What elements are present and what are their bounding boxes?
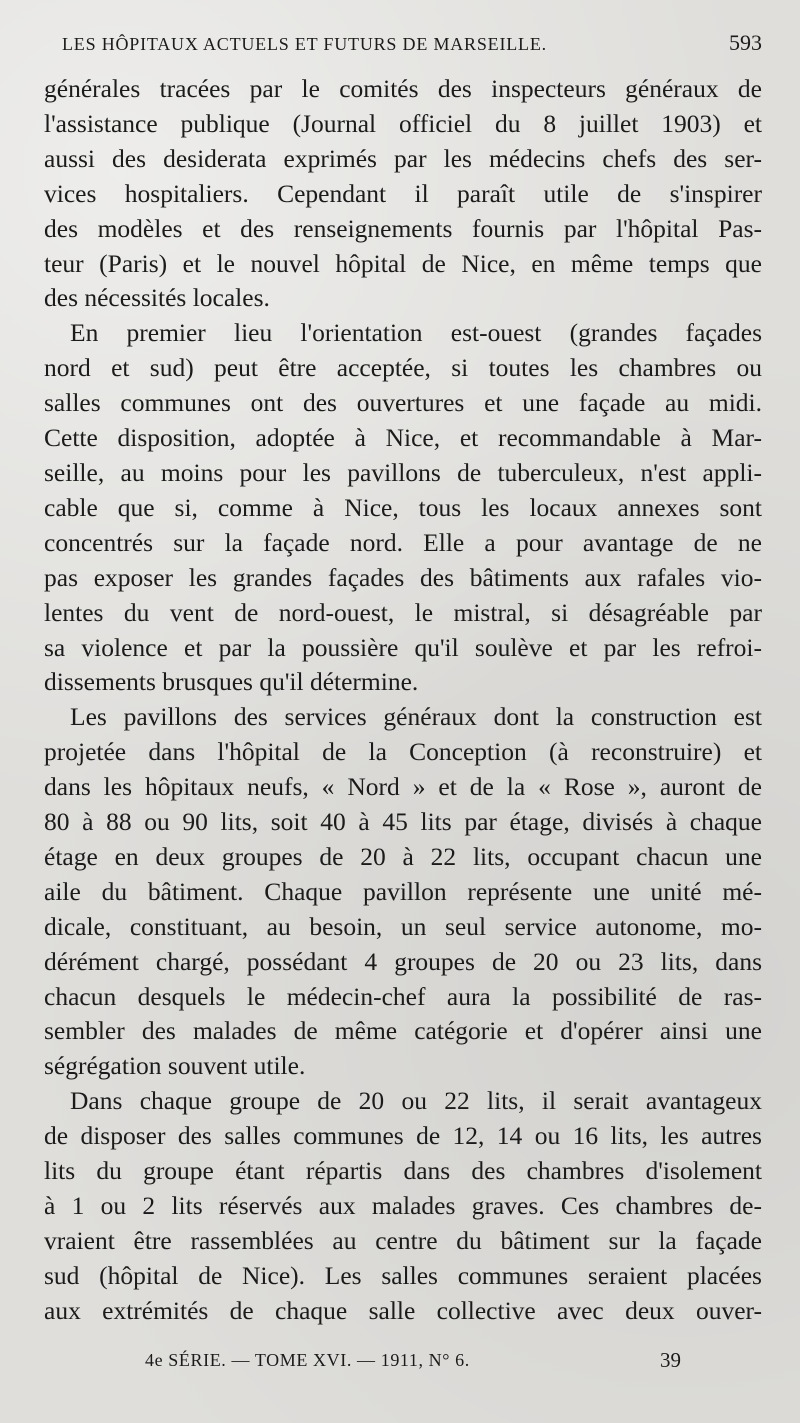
running-head: LES HÔPITAUX ACTUELS ET FUTURS DE MARSEILLE. xyxy=(62,34,547,54)
series-line: 4e SÉRIE. — TOME XVI. — 1911, N° 6. xyxy=(145,1350,470,1370)
page-footer xyxy=(0,1346,800,1376)
text-line: pas exposer les grandes façades des bâtiments aux rafales vio- xyxy=(44,562,762,592)
text-line: salles communes ont des ouvertures et une façade au midi. xyxy=(44,388,762,418)
text-line: aile du bâtiment. Chaque pavillon représente une unité mé- xyxy=(44,876,762,906)
text-line: étage en deux groupes de 20 à 22 lits, occupant chacun une xyxy=(44,841,762,871)
paragraph-first-line: En premier lieu l'orientation est-ouest (grandes façades xyxy=(70,318,762,348)
text-line: teur (Paris) et le nouvel hôpital de Nice, en même temps que xyxy=(44,248,762,278)
text-line: 80 à 88 ou 90 lits, soit 40 à 45 lits par étage, divisés à chaque xyxy=(44,807,762,837)
text-line: lits du groupe étant répartis dans des chambres d'isolement xyxy=(44,1156,762,1186)
text-line: lentes du vent de nord-ouest, le mistral, si désagréable par xyxy=(44,597,762,627)
text-line: des modèles et des renseignements fournis par l'hôpital Pas- xyxy=(44,213,762,243)
text-line: sud (hôpital de Nice). Les salles communes seraient placées xyxy=(44,1260,762,1290)
text-line: concentrés sur la façade nord. Elle a pour avantage de ne xyxy=(44,527,762,557)
text-line: aussi des desiderata exprimés par les médecins chefs des ser- xyxy=(44,143,762,173)
text-line: de disposer des salles communes de 12, 14 ou 16 lits, les autres xyxy=(44,1121,762,1151)
text-line: dicale, constituant, au besoin, un seul service autonome, mo- xyxy=(44,911,762,941)
text-line: chacun desquels le médecin-chef aura la possibilité de ras- xyxy=(44,981,762,1011)
text-line: sembler des malades de même catégorie et d'opérer ainsi une xyxy=(44,1016,762,1046)
body-text xyxy=(44,72,762,1329)
paragraph-first-line: Dans chaque groupe de 20 ou 22 lits, il serait avantageux xyxy=(70,1086,762,1116)
text-line: seille, au moins pour les pavillons de tuberculeux, n'est appli- xyxy=(44,457,762,487)
text-line: cable que si, comme à Nice, tous les locaux annexes sont xyxy=(44,492,762,522)
text-line: dérément chargé, possédant 4 groupes de 20 ou 23 lits, dans xyxy=(44,946,762,976)
text-line: sa violence et par la poussière qu'il soulève et par les refroi- xyxy=(44,632,762,662)
text-line: à 1 ou 2 lits réservés aux malades graves. Ces chambres de- xyxy=(44,1191,762,1220)
text-line: Cette disposition, adoptée à Nice, et recommandable à Mar- xyxy=(44,423,762,453)
text-line: l'assistance publique (Journal officiel du 8 juillet 1903) et xyxy=(44,108,762,138)
text-line: ségrégation souvent utile. xyxy=(44,1051,306,1081)
text-line: vices hospitaliers. Cependant il paraît utile de s'inspirer xyxy=(44,178,762,208)
text-line: générales tracées par le comités des inspecteurs généraux de xyxy=(44,74,762,103)
paragraph-first-line: Les pavillons des services généraux dont la construction est xyxy=(70,702,762,732)
text-line: dissements brusques qu'il détermine. xyxy=(44,667,419,697)
text-line: des nécessités locales. xyxy=(44,283,270,313)
text-line: nord et sud) peut être acceptée, si toutes les chambres ou xyxy=(44,353,762,383)
text-line: dans les hôpitaux neufs, « Nord » et de la « Rose », auront de xyxy=(44,772,762,802)
page-header xyxy=(62,30,762,72)
text-line: aux extrémités de chaque salle collective avec deux ouver- xyxy=(44,1295,762,1325)
text-line: projetée dans l'hôpital de la Conception (à reconstruire) et xyxy=(44,737,762,767)
signature-mark: 39 xyxy=(660,1348,681,1372)
text-line: vraient être rassemblées au centre du bâtiment sur la façade xyxy=(44,1225,762,1255)
page-number: 593 xyxy=(729,30,762,55)
